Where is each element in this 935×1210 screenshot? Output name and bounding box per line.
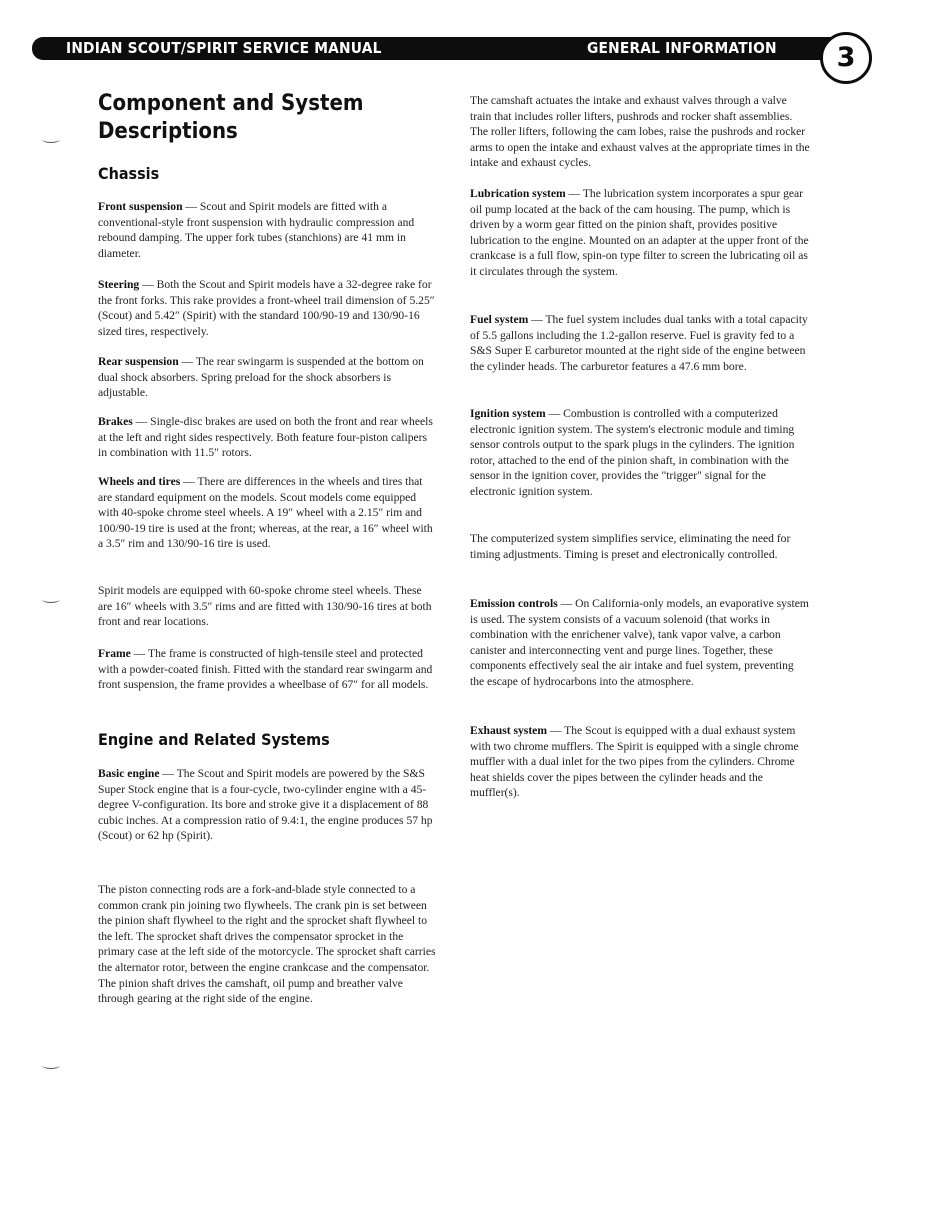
page-title: Component and System Descriptions [98,91,364,144]
piston-rods-paragraph: The piston connecting rods are a fork-and-blade style connected to a common crank pin joining two flywheels. The crank pin is set between the pinion shaft flywheel to the right and the sprocket shaft flywheel to the left. The sprocket shaft drives the compensator sprocket in the primary case at the left side of the motorcycle. The sprocket shaft carries the alternator rotor, between the engine crankcase and the compensator. The pinion shaft drives the camshaft, oil pump and breather valve through gearing at the right side of the engine. [98,883,436,1006]
chapter-number-badge: 3 [820,32,872,84]
header-bar [32,37,832,60]
binder-mark-top [42,136,60,143]
term: Fuel system [470,313,529,326]
paragraph-text: — The Scout is equipped with a dual exhaust system with two chrome mufflers. The Spirit is equipped with a single chrome muffler with a dual inlet for the two pipes from the cylinders. Chrome heat shields cover the pipes between the cylinder heads and the muffler(s). [470,724,799,800]
term: Basic engine [98,767,160,780]
paragraph-text: — There are differences in the wheels and tires that are standard equipment on the models. Scout models come equipped with 40-spoke chrome steel wheels. A 19″ wheel with a 2.15″ rim and 100/90-19 tire is used at the front; whereas, at the rear, a 16″ wheel with a 3.5″ rim and 130/90-16 tire is used. [98,475,433,551]
paragraph-text: — The fuel system includes dual tanks with a total capacity of 5.5 gallons including the 1.2-gallon reserve. Fuel is gravity fed to a S&S Super E carburetor mounted at the right side of the engine between the cylinder heads. The carburetor features a 47.6 mm bore. [470,313,808,373]
computerized-paragraph: The computerized system simplifies service, eliminating the need for timing adjustments. Timing is preset and electronically controlled. [470,532,791,561]
lubrication-paragraph [470,186,810,280]
term: Front suspension [98,200,183,213]
paragraph-text: — The frame is constructed of high-tensile steel and protected with a powder-coated finish. Fitted with the standard rear swingarm and front suspension, the frame provides a wheelbase of 67″ for all models. [98,647,433,692]
term: Steering [98,278,140,291]
paragraph-text: — Scout and Spirit models are fitted with a conventional-style front suspension with hydraulic compression and rebound damping. The upper fork tubes (stanchions) are 41 mm in diameter. [98,200,415,260]
brakes-paragraph [98,414,436,461]
manual-title: INDIAN SCOUT/SPIRIT SERVICE MANUAL [66,39,382,57]
term: Frame [98,647,131,660]
emission-controls-paragraph [470,596,810,690]
term: Lubrication system [470,187,566,200]
camshaft-paragraph: The camshaft actuates the intake and exhaust valves through a valve train that includes roller lifters, pushrods and rocker shaft assemblies. The roller lifters, following the cam lobes, raise the pushrods and rocker arms to open the intake and exhaust valves at the appropriate times in the intake and exhaust cycles. [470,94,810,170]
chassis-heading: Chassis [98,164,160,183]
paragraph-text: — Single-disc brakes are used on both the front and rear wheels at the left and right sides respectively. Both feature four-piston calipers in combination with 11.5″ rotors. [98,415,433,460]
fuel-system-paragraph [470,312,810,374]
steering-paragraph [98,277,436,339]
basic-engine-paragraph [98,766,436,844]
paragraph-text: — The lubrication system incorporates a spur gear oil pump located at the back of the cam housing. The pump, which is driven by a worm gear fitted on the pinion shaft, provides positive lubrication to the engine. Mounted on an adapter at the upper front of the crankcase is a full flow, spin-on type filter to screen the lubricating oil as it circulates through the system. [470,187,809,278]
term: Wheels and tires [98,475,181,488]
binder-mark-middle [42,596,60,603]
term: Exhaust system [470,724,547,737]
rear-suspension-paragraph [98,354,436,401]
term: Emission controls [470,597,558,610]
paragraph-text: — Combustion is controlled with a computerized electronic ignition system. The system's electronic module and timing sensor controls output to the spark plugs in the cylinders. The ignition rotor, attached to the end of the pinion shaft, in combination with the sensor in the ignition cover, provides the "trigger" signal for the electronic ignition system. [470,407,795,498]
ignition-paragraph [470,406,810,500]
spirit-wheels-paragraph: Spirit models are equipped with 60-spoke chrome steel wheels. These are 16″ wheels with 3.5″ rims and are fitted with 130/90-16 tires at both front and rear locations. [98,584,432,629]
term: Brakes [98,415,133,428]
section-title: GENERAL INFORMATION [587,39,777,57]
front-suspension-paragraph [98,199,436,261]
frame-paragraph [98,646,436,693]
engine-heading: Engine and Related Systems [98,730,330,749]
term: Ignition system [470,407,546,420]
paragraph-text: — The Scout and Spirit models are powered by the S&S Super Stock engine that is a four-cycle, two-cylinder engine with a 45-degree V-configuration. Its bore and stroke give it a displacement of 88 cubic inches. At a compression ratio of 9.4:1, the engine produces 57 hp (Scout) or 62 hp (Spirit). [98,767,433,843]
paragraph-text: — Both the Scout and Spirit models have a 32-degree rake for the front forks. This rake provides a front-wheel trail dimension of 5.25″ (Scout) and 5.42″ (Spirit) with the standard 100/90-19 and 130/90-16 sized tires, respectively. [98,278,435,338]
exhaust-system-paragraph [470,723,810,801]
term: Rear suspension [98,355,179,368]
binder-mark-bottom [42,1062,60,1069]
paragraph-text: — The rear swingarm is suspended at the bottom on dual shock absorbers. Spring preload for the shock absorbers is adjustable. [98,355,424,400]
paragraph-text: — On California-only models, an evaporative system is used. The system consists of a vacuum solenoid (that works in combination with the enrichener valve), tank vapor valve, a carbon canister and interconnecting vent and purge lines. Together, these components effectively seal the air intake and fuel system, preventing the escape of hydrocarbons into the atmosphere. [470,597,809,688]
wheels-tires-paragraph [98,474,436,552]
